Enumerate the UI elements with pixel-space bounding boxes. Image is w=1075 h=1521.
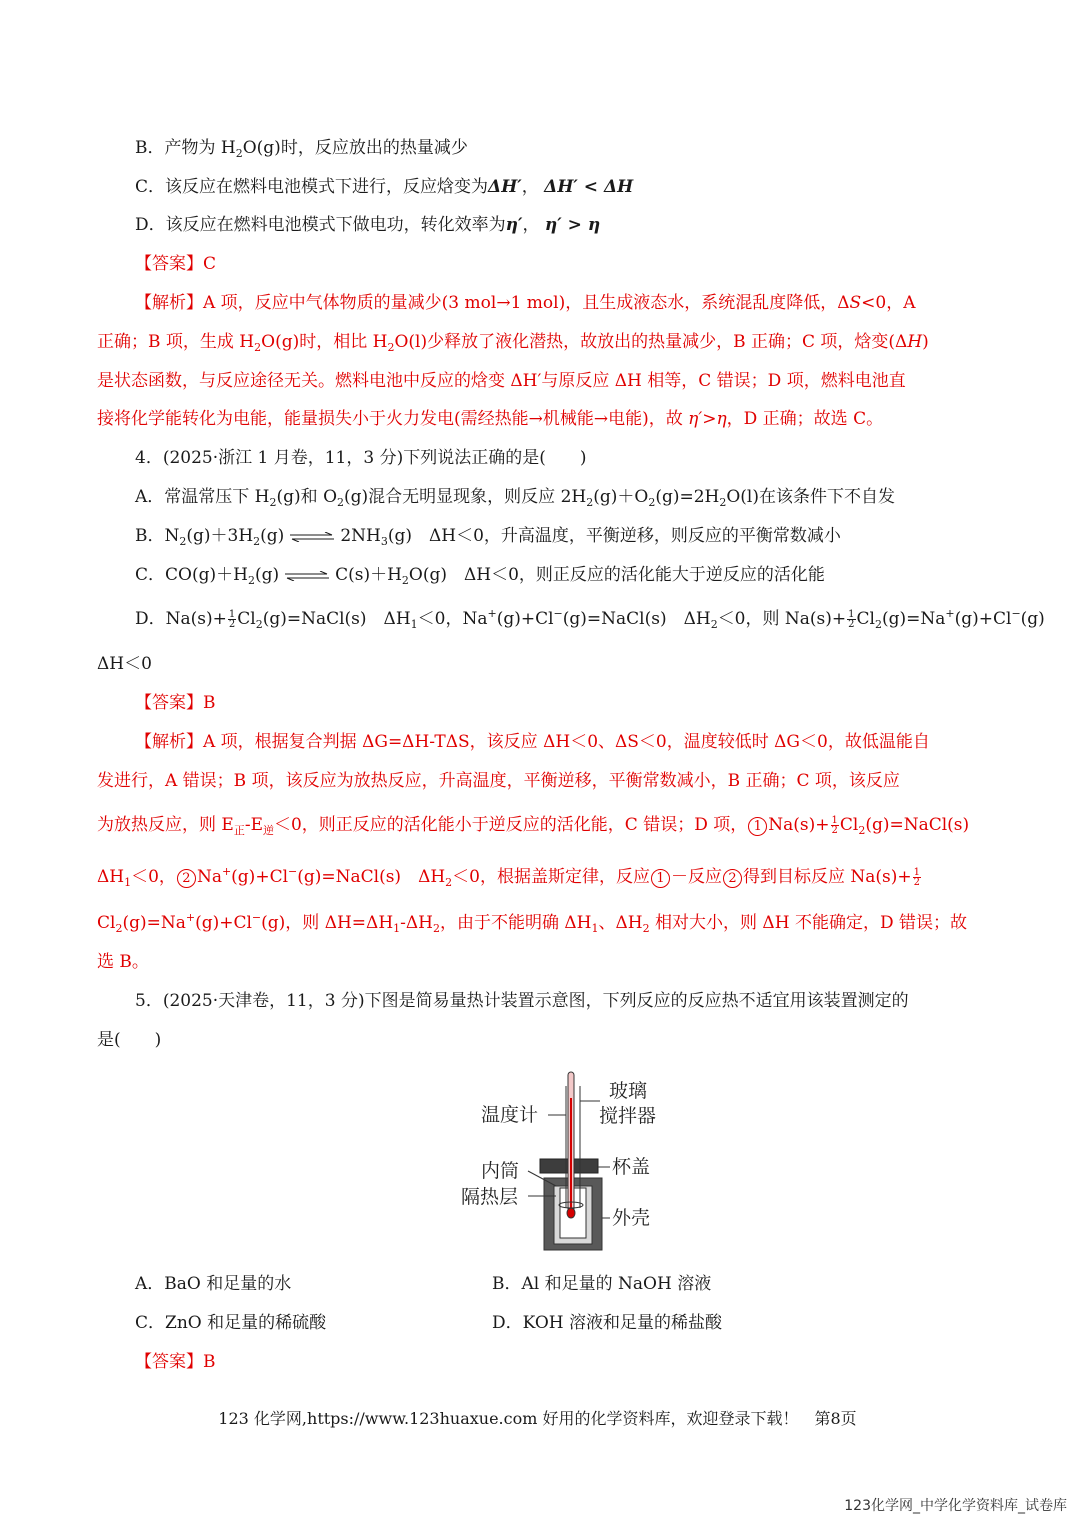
q4-option-d-continued: ΔH＜0: [97, 654, 152, 674]
q5-option-a: A．BaO 和足量的水: [135, 1274, 292, 1294]
q4-explanation-line-2: 发进行，A 错误；B 项，该反应为放热反应，升高温度，平衡逆移，平衡常数减小，B 正确；C 项，该反应: [97, 771, 900, 791]
q4-stem: 4．(2025·浙江 1 月卷，11，3 分)下列说法正确的是( ): [135, 448, 587, 468]
fraction-half: $\frac{1}{2}$: [913, 867, 921, 888]
circled-two-icon: 2: [177, 869, 196, 888]
equilibrium-arrow-icon: [285, 571, 329, 581]
q4-option-d: D．Na(s)+ $\frac{1}{2}$ $Cl_2(g)=NaCl(s)$ $\Delta H_1<0$，Na+(g)+Cl−(g)=NaCl(s) $\Delta H_2<0$，则 Na(s)+ $\frac{1}{2}$ $Cl_2(g)=Na^+(g)+Cl^-(g)$: [135, 607, 1045, 631]
circled-two-icon: 2: [723, 869, 742, 888]
q4-explanation-line-5: $Cl_2(g)=Na^+(g)+Cl^-(g)$，则 $\Delta H=\Delta H_1-\Delta H_2$，由于不能明确 $\Delta H_1$、$\Delta H_2$ 相对大小，则 ΔH 不能确定，D 错误；故: [97, 911, 967, 935]
fraction-half: $\frac{1}{2}$: [228, 609, 236, 630]
equilibrium-arrow-icon: [290, 532, 334, 542]
watermark: 123化学网_中学化学资料库_试卷库: [844, 1498, 1067, 1514]
fraction-half: $\frac{1}{2}$: [831, 815, 838, 836]
q3-option-c: C．该反应在燃料电池模式下进行，反应焓变为ΔH′， ΔH′ < ΔH: [135, 177, 634, 197]
q4-answer: 【答案】B: [135, 693, 216, 713]
q4-explanation-line-6: 选 B。: [97, 952, 149, 972]
q5-answer: 【答案】B: [135, 1352, 216, 1372]
label-lid: 杯盖: [612, 1156, 651, 1178]
q3-explanation-line-3: 是状态函数，与反应途径无关。燃料电池中反应的焓变 ΔH′与原反应 ΔH 相等，C 错误；D 项，燃料电池直: [97, 371, 906, 391]
label-glass: 玻璃: [609, 1080, 648, 1102]
q3-option-d: D．该反应在燃料电池模式下做电功，转化效率为η′， η′ > η: [135, 215, 601, 235]
q4-explanation-line-1: 【解析】A 项，根据复合判据 ΔG=ΔH-TΔS，该反应 ΔH＜0、ΔS＜0，温度较低时 ΔG＜0，故低温能自: [135, 732, 930, 752]
q3-option-b: B．产物为 $H_2O(g)$时，反应放出的热量减少: [135, 138, 468, 160]
page-footer: 123 化学网,https://www.123huaxue.com 好用的化学资料库，欢迎登录下载！ 第8页: [218, 1409, 857, 1428]
q3-explanation-line-4: 接将化学能转化为电能，能量损失小于火力发电(需经热能→机械能→电能)，故 η′>η，D 正确；故选 C。: [97, 409, 884, 429]
q5-stem-continued: 是( ): [97, 1030, 162, 1050]
q3-explanation-line-2: 正确；B 项，生成 $H_2O(g)$时，相比 $H_2O(l)$少释放了液化潜热，故放出的热量减少，B 正确；C 项，焓变(ΔH): [97, 332, 929, 354]
label-inner-cylinder: 内筒: [481, 1160, 520, 1182]
q4-option-b: B．$N_2(g)+3H_2(g)$ $2NH_3(g)$ ΔH＜0，升高温度，平衡逆移，则反应的平衡常数减小: [135, 526, 841, 548]
q4-explanation-line-4: $\Delta H_1<0$， 2 Na+(g)+Cl−(g)=NaCl(s) $\Delta H_2<0$，根据盖斯定律，反应 1 －反应 2 得到目标反应 Na(s)+ $\frac{1}{2}$: [97, 865, 921, 889]
q5-option-d: D．KOH 溶液和足量的稀盐酸: [492, 1313, 723, 1333]
q5-option-b: B．Al 和足量的 NaOH 溶液: [492, 1274, 712, 1294]
q4-explanation-line-3: 为放热反应，则 $E_正-E_逆<0$，则正反应的活化能小于逆反应的活化能，C 错误；D 项， 1 Na(s)+ $\frac{1}{2}$ $Cl_2(g)=NaCl(s)$: [97, 815, 970, 837]
circled-one-icon: 1: [651, 869, 670, 888]
q5-option-c: C．ZnO 和足量的稀硫酸: [135, 1313, 327, 1333]
q5-stem: 5．(2025·天津卷，11，3 分)下图是简易量热计装置示意图，下列反应的反应热不适宜用该装置测定的: [135, 991, 909, 1011]
label-stirrer: 搅拌器: [599, 1105, 657, 1127]
q3-explanation-line-1: 【解析】A 项，反应中气体物质的量减少(3 mol→1 mol)，且生成液态水，系统混乱度降低，ΔS<0，A: [135, 293, 916, 313]
label-shell: 外壳: [612, 1207, 651, 1229]
fraction-half: $\frac{1}{2}$: [848, 609, 855, 630]
label-insulation: 隔热层: [461, 1186, 519, 1208]
circled-one-icon: 1: [748, 817, 767, 836]
q4-option-a: A．常温常压下 $H_2(g)$和 $O_2(g)$混合无明显现象，则反应 $2H_2(g)+O_2(g)=2H_2O(l)$在该条件下不自发: [135, 487, 895, 509]
q4-option-c: C．$CO(g)+H_2(g)$ $C(s)+H_2O(g)$ ΔH＜0，则正反应的活化能大于逆反应的活化能: [135, 565, 825, 587]
q3-answer: 【答案】C: [135, 254, 217, 274]
label-thermometer: 温度计: [481, 1104, 539, 1126]
